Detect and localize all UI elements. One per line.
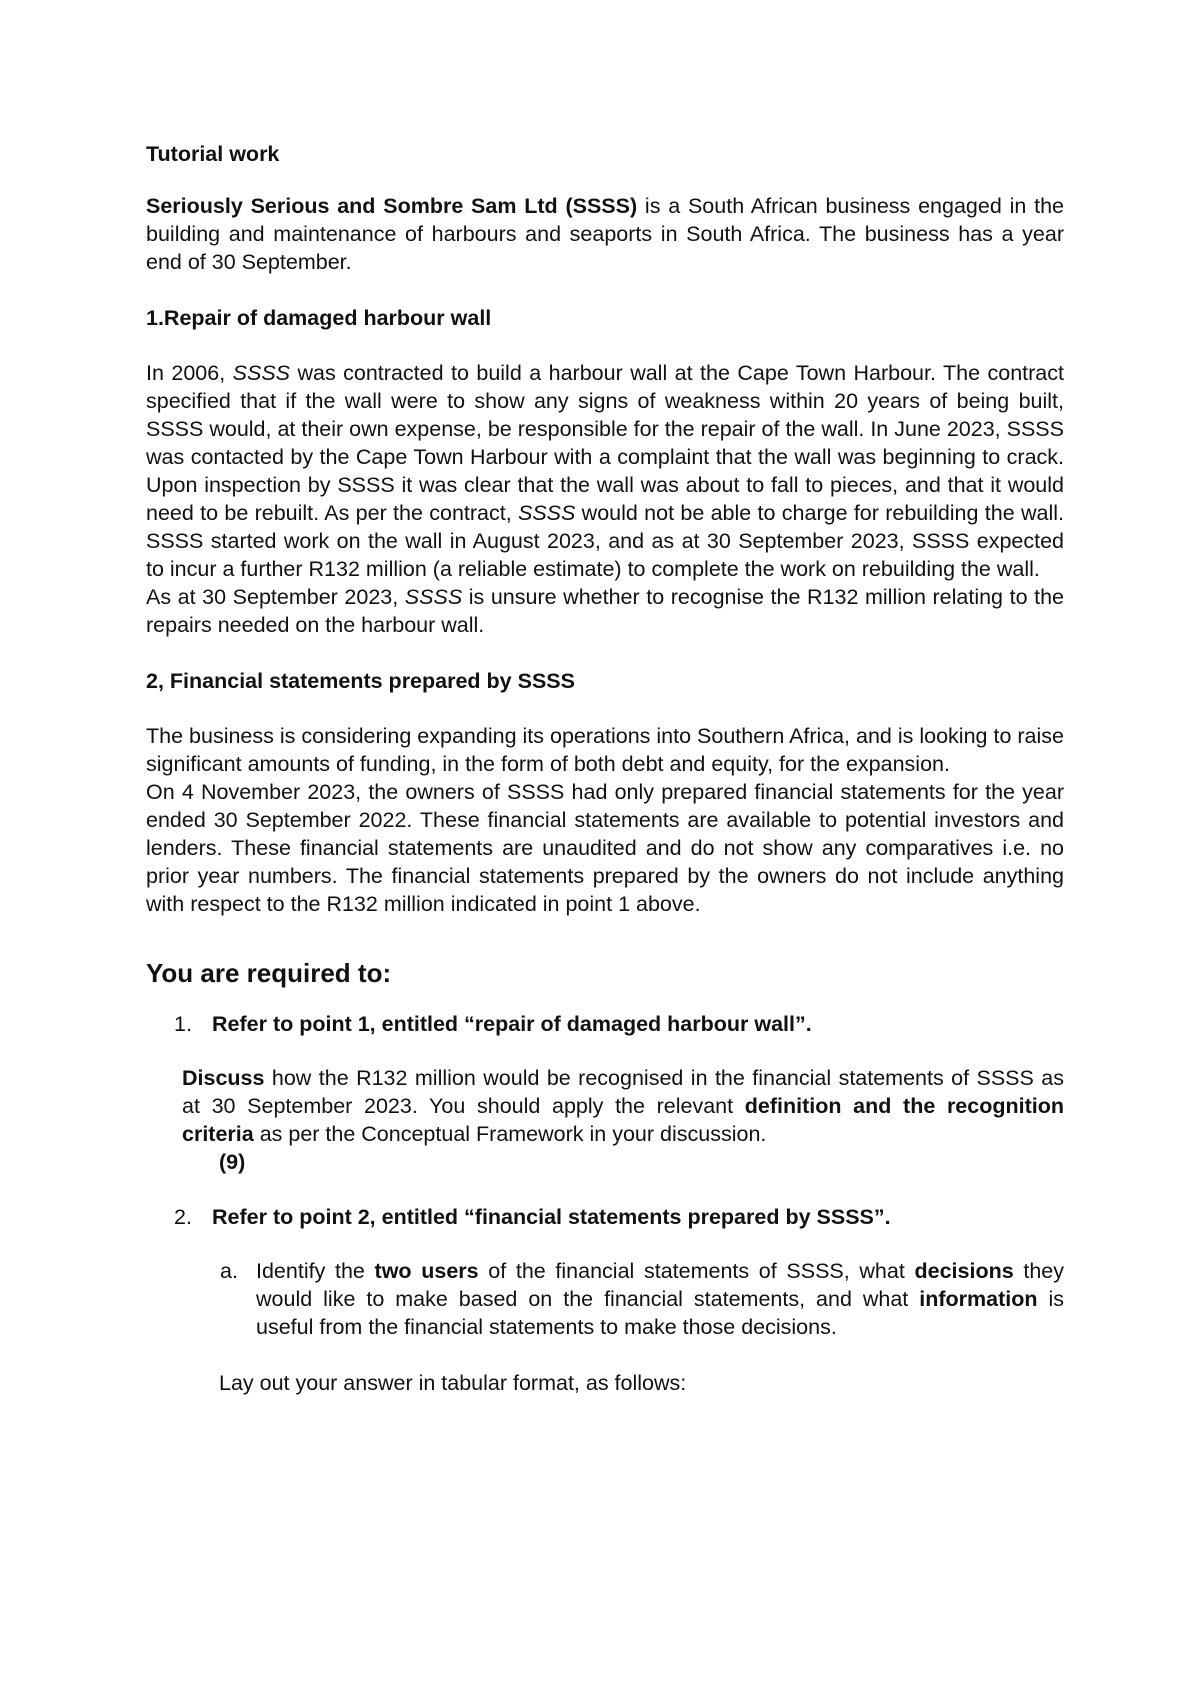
question-1-number: 1. xyxy=(174,1012,192,1036)
required-heading: You are required to: xyxy=(146,958,392,988)
question-2a: a. Identify the two users of the financial statements of SSSS, what decisions they would like to make based on the financial statements, and what information is useful from the financial statements to make those decisions. xyxy=(220,1259,1064,1339)
question-2-number: 2. xyxy=(174,1205,192,1229)
section-1-paragraph-1: In 2006, SSSS was contracted to build a harbour wall at the Cape Town Harbour. The contract specified that if the wall were to show any signs of weakness within 20 years of being built, SSSS would, at their own expense, be responsible for the repair of the wall. In June 2023, SSSS was contacted by the Cape Town Harbour with a complaint that the wall was beginning to crack. Upon inspection by SSSS it was clear that the wall was about to fall to pieces, and that it would need to be rebuilt. As per the contract, SSSS would not be able to charge for rebuilding the wall. SSSS started work on the wall in August 2023, and as at 30 September 2023, SSSS expected to incur a further R132 million (a reliable estimate) to complete the work on rebuilding the wall. xyxy=(146,361,1064,581)
section-1-paragraph-2: As at 30 September 2023, SSSS is unsure whether to recognise the R132 million relating to the repairs needed on the harbour wall. xyxy=(146,585,1064,637)
document-page xyxy=(146,140,1064,1397)
layout-instruction: Lay out your answer in tabular format, as follows: xyxy=(219,1371,687,1395)
page-title: Tutorial work xyxy=(146,142,280,166)
question-1-marks: (9) xyxy=(219,1150,246,1174)
section-2-heading: 2, Financial statements prepared by SSSS xyxy=(146,669,575,693)
section-2-paragraph-1: The business is considering expanding its operations into Southern Africa, and is looking to raise significant amounts of funding, in the form of both debt and equity, for the expansion. xyxy=(146,724,1064,776)
section-2-paragraph-2: On 4 November 2023, the owners of SSSS had only prepared financial statements for the year ended 30 September 2022. These financial statements are available to potential investors and lenders. These financial statements are unaudited and do not show any comparatives i.e. no prior year numbers. The financial statements prepared by the owners do not include anything with respect to the R132 million indicated in point 1 above. xyxy=(146,780,1064,916)
question-1-body: Discuss how the R132 million would be recognised in the financial statements of SSSS as at 30 September 2023. You should apply the relevant definition and the recognition criteria as per the Conceptual Framework in your discussion. xyxy=(182,1066,1064,1146)
question-2-title: 2. Refer to point 2, entitled “financial statements prepared by SSSS”. xyxy=(174,1205,891,1229)
question-2a-letter: a. xyxy=(220,1259,238,1283)
intro-paragraph: Seriously Serious and Sombre Sam Ltd (SSSS) is a South African business engaged in the building and maintenance of harbours and seaports in South Africa. The business has a year end of 30 September. xyxy=(146,194,1064,274)
company-name: Seriously Serious and Sombre Sam Ltd (SSSS) xyxy=(146,194,638,218)
section-1-heading: 1.Repair of damaged harbour wall xyxy=(146,306,492,330)
question-1-title: 1. Refer to point 1, entitled “repair of damaged harbour wall”. xyxy=(174,1012,812,1036)
